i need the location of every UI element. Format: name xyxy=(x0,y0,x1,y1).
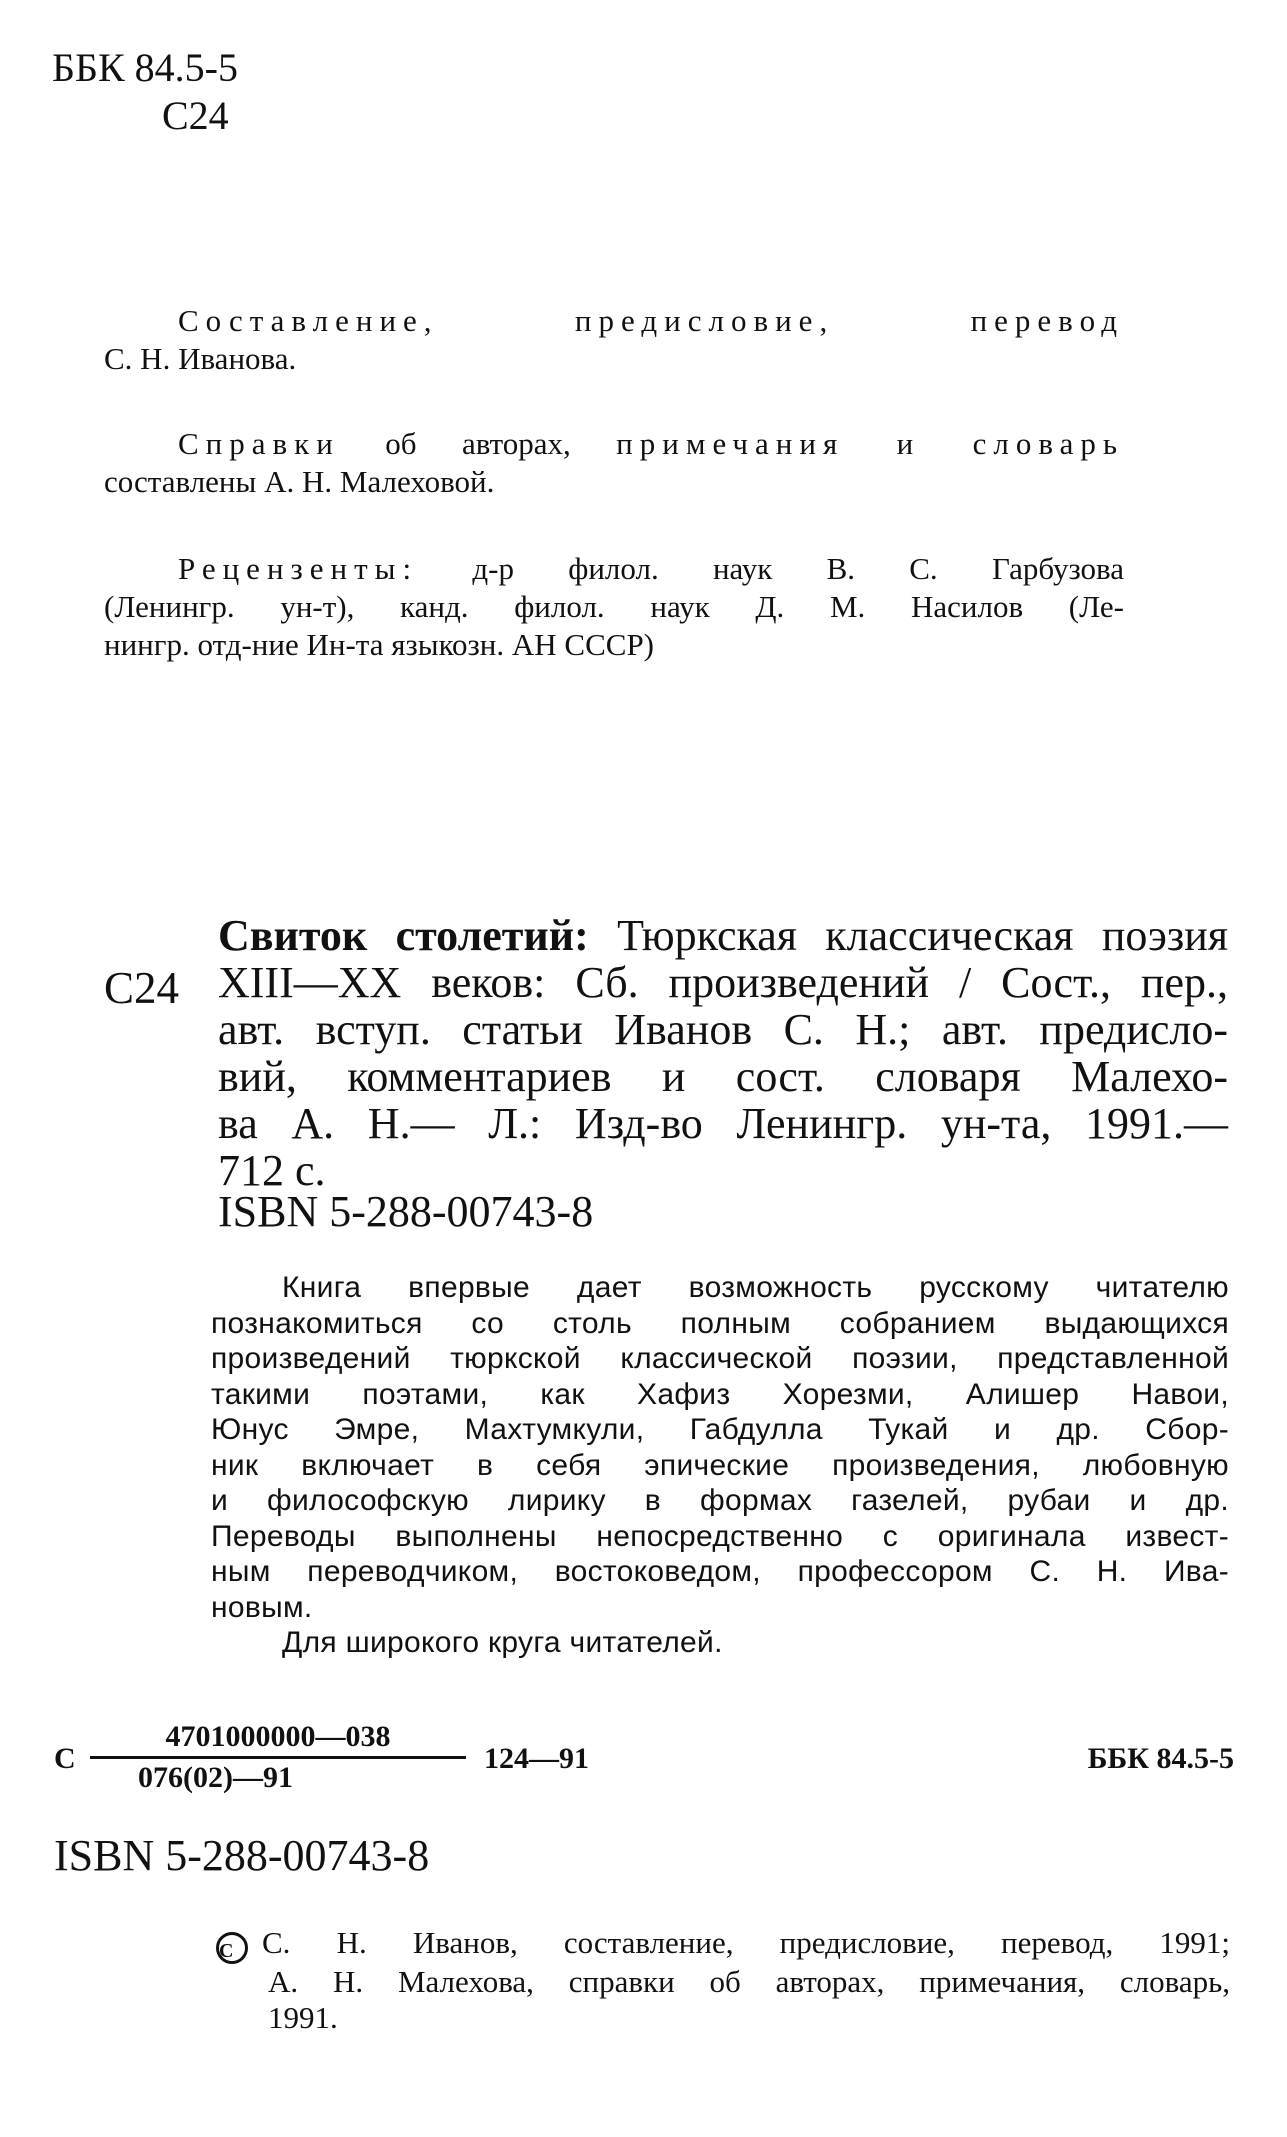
biblio-line4: вий, комментариев и сост. словаря Малехо- xyxy=(218,1052,1228,1101)
reviewers-credit xyxy=(104,550,1124,664)
biblio-line3: авт. вступ. статьи Иванов С. Н.; авт. предисло- xyxy=(218,1005,1228,1054)
compilation-name: С. Н. Иванова. xyxy=(104,341,297,376)
bbk-code: ББК 84.5-5 xyxy=(52,45,238,90)
annotation-line: Книга впервые дает возможность русскому читателю xyxy=(282,1271,1229,1304)
reviewers-line1: Рецензенты: д-р филол. наук В. С. Гарбузова xyxy=(178,551,1125,586)
annotation-line: и философскую лирику в формах газелей, рубаи и др. xyxy=(211,1484,1229,1517)
compilation-label: Составление, предисловие, перевод xyxy=(178,303,1124,338)
fraction-denominator: 076(02)—91 xyxy=(138,1761,293,1794)
publishing-code-row xyxy=(54,1720,1234,1800)
bibliographic-entry xyxy=(218,912,1228,1194)
fraction-numerator: 4701000000—038 xyxy=(90,1720,466,1759)
notes-credit xyxy=(104,425,1124,501)
isbn-main: ISBN 5-288-00743-8 xyxy=(218,1187,594,1236)
annotation-line: такими поэтами, как Хафиз Хорезми, Алишер Навои, xyxy=(211,1377,1229,1411)
biblio-line6: 712 с. xyxy=(218,1146,326,1195)
reviewers-line2: (Ленингр. ун-т), канд. филол. наук Д. М. Насилов (Ле- xyxy=(104,589,1124,624)
copyright-line1: C С. Н. Иванов, составление, предисловие, перевод, 1991; xyxy=(216,1925,1230,1964)
publishing-fraction xyxy=(90,1720,466,1795)
copyright-block xyxy=(216,1925,1230,2036)
bbk-footer: ББК 84.5-5 xyxy=(1087,1742,1234,1775)
biblio-line1: Свиток столетий: Тюркская классическая поэзия xyxy=(218,911,1228,960)
annotation-line: познакомиться со столь полным собранием выдающихся xyxy=(211,1306,1229,1340)
order-number: 124—91 xyxy=(484,1742,589,1775)
biblio-line2: XIII—XX веков: Сб. произведений / Сост., пер., xyxy=(218,958,1228,1007)
annotation-line: Юнус Эмре, Махтумкули, Габдулла Тукай и др. Сбор- xyxy=(211,1413,1229,1446)
annotation-line: новым. xyxy=(211,1590,313,1624)
annotation-line: ным переводчиком, востоковедом, профессором С. Н. Ива- xyxy=(211,1555,1229,1588)
audience-note: Для широкого круга читателей. xyxy=(282,1626,723,1659)
annotation-line: Переводы выполнены непосредственно с оригинала извест- xyxy=(211,1519,1229,1553)
catalog-code: С24 xyxy=(104,963,180,1013)
notes-line1: Справки об авторах, примечания и словарь xyxy=(178,426,1124,461)
annotation-line: ник включает в себя эпические произведения, любовную xyxy=(211,1448,1229,1482)
biblio-line5: ва А. Н.— Л.: Изд-во Ленингр. ун-та, 1991.— xyxy=(218,1099,1228,1148)
book-title: Свиток столетий: xyxy=(218,911,589,960)
bbk-header xyxy=(52,44,238,140)
copyright-line2: А. Н. Малехова, справки об авторах, примечания, словарь, xyxy=(268,1964,1230,1999)
isbn-bottom: ISBN 5-288-00743-8 xyxy=(54,1831,430,1880)
annotation-line: произведений тюркской классической поэзии, представленной xyxy=(211,1342,1229,1375)
publishing-letter: С xyxy=(54,1742,76,1775)
annotation xyxy=(211,1270,1229,1661)
notes-line2: составлены А. Н. Малеховой. xyxy=(104,464,495,499)
copyright-icon: C xyxy=(216,1932,248,1964)
compilation-credit xyxy=(104,302,1124,378)
copyright-line3: 1991. xyxy=(268,2000,338,2035)
reviewers-line3: нингр. отд-ние Ин-та языкозн. АН СССР) xyxy=(104,627,655,662)
catalog-short-code: С24 xyxy=(162,93,229,138)
